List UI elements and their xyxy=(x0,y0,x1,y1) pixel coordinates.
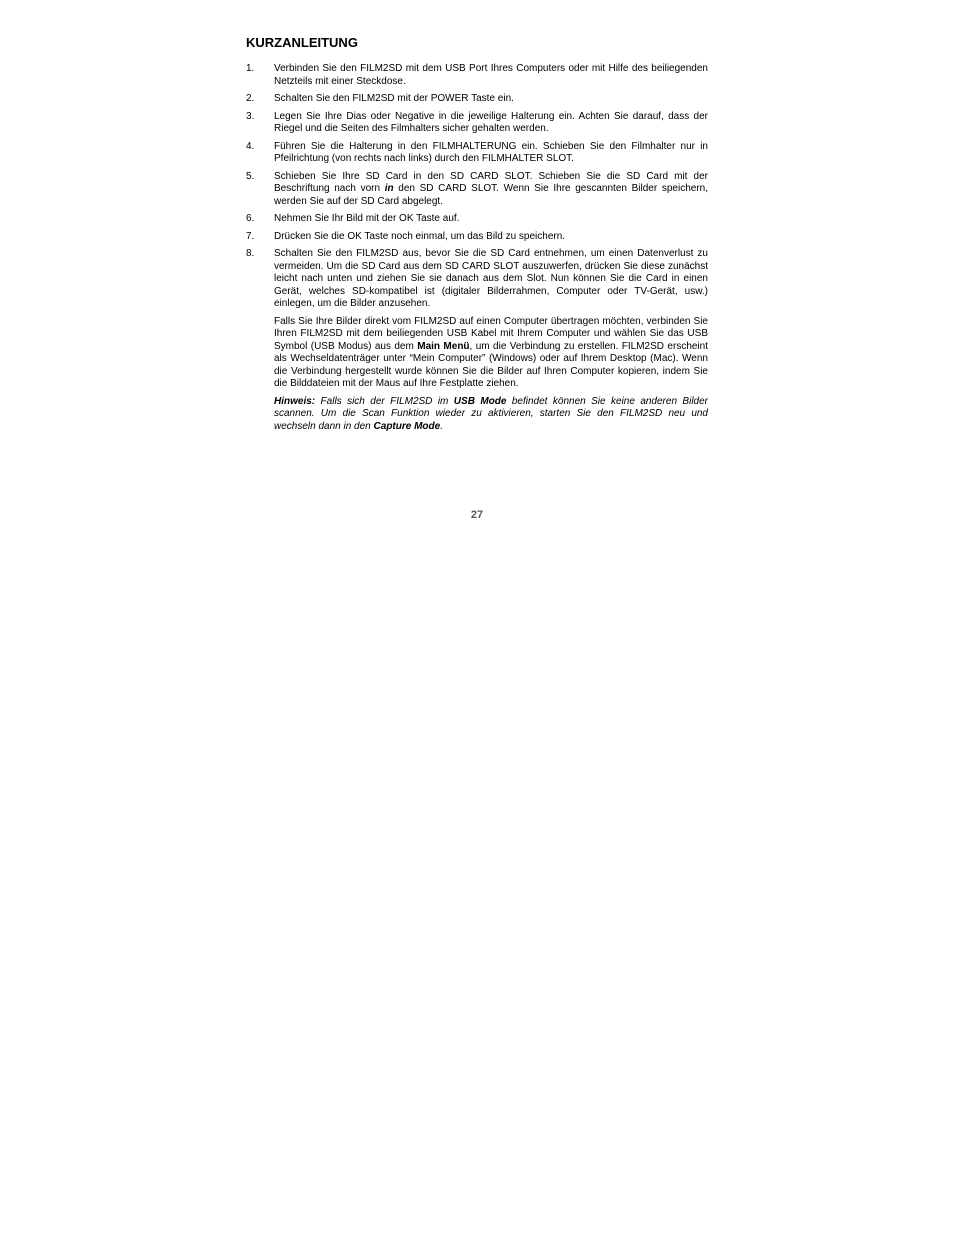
step-number: 6. xyxy=(246,213,255,224)
step-text-segment: Verbinden Sie den FILM2SD mit dem USB Port Ihres Computers oder mit Hilfe des beiliegenden Netzteils mit einer Steckdose. xyxy=(274,63,708,87)
step-number: 4. xyxy=(246,140,255,152)
step-number: 1. xyxy=(246,63,255,74)
step-number: 8. xyxy=(246,248,255,259)
step-text-segment: Schieben Sie Ihre SD Card in den SD CARD SLOT. Schieben Sie die SD Card mit der Beschriftung nach vorn xyxy=(274,170,708,194)
step-item xyxy=(246,248,708,311)
step-item xyxy=(246,63,708,88)
usb-mode-emphasis: USB Mode xyxy=(453,395,507,407)
step-text xyxy=(274,141,708,166)
instruction-list xyxy=(246,63,708,438)
step-text-segment: Drücken Sie die OK Taste noch einmal, um das Bild zu speichern. xyxy=(274,230,566,242)
step-text-segment: Nehmen Sie Ihr Bild mit der OK Taste auf. xyxy=(274,213,460,224)
step-number: 3. xyxy=(246,110,255,122)
step-text xyxy=(274,231,708,244)
step-text xyxy=(274,213,708,226)
step-item xyxy=(246,141,708,166)
step-item xyxy=(246,111,708,136)
note-segment: . xyxy=(440,420,443,432)
step-text xyxy=(274,93,708,106)
step-text-segment: Schalten Sie den FILM2SD mit der POWER Taste ein. xyxy=(274,93,514,104)
note-label: Hinweis: xyxy=(274,395,316,407)
usb-paragraph-segment: , um die Verbindung zu erstellen. FILM2SD erscheint als Wechseldatenträger unter “Mein Computer” (Windows) oder auf Ihrem Desktop (Mac). Wenn die Verbindung hergestellt wurde können Sie die Bilder auf Ihren Computer kopieren, indem Sie die Bilddateien mit der Maus auf Ihre Festplatte ziehen. xyxy=(274,340,708,389)
step-number: 5. xyxy=(246,170,255,182)
step-text xyxy=(274,171,708,209)
note-paragraph xyxy=(274,396,708,434)
step-number: 7. xyxy=(246,230,255,242)
note-segment: Falls sich der FILM2SD im xyxy=(315,395,454,407)
step-item xyxy=(246,231,708,244)
step-text-segment: Schalten Sie den FILM2SD aus, bevor Sie die SD Card entnehmen, um einen Datenverlust zu vermeiden. Um die SD Card aus dem SD CARD SLOT auszuwerfen, drücken Sie diese zunächst leicht nach unten und ziehen Sie sie danach aus dem Slot. Nun können Sie die Card in einen Gerät, welches SD-kompatibel ist (digitaler Bilderrahmen, Computer oder TV-Gerät, usw.) einlegen, um die Bilder anzusehen. xyxy=(274,248,708,309)
usb-paragraph xyxy=(274,316,708,391)
step-text-segment: den SD CARD SLOT. Wenn Sie Ihre gescannten Bilder speichern, werden Sie auf der SD Card abgelegt. xyxy=(274,183,708,207)
capture-mode-emphasis: Capture Mode xyxy=(373,420,441,432)
page-number: 27 xyxy=(470,509,484,521)
step-text xyxy=(274,111,708,136)
step-text-segment: Führen Sie die Halterung in den FILMHALTERUNG ein. Schieben Sie den Filmhalter nur in Pfeilrichtung (von rechts nach links) durch den FILMHALTER SLOT. xyxy=(274,140,708,164)
main-menu-emphasis: Main Menü xyxy=(417,340,470,352)
step-item xyxy=(246,93,708,106)
note-segment: befindet können Sie keine anderen Bilder scannen. Um die Scan Funktion wieder zu aktivieren, starten Sie den FILM2SD neu und wechseln dann in den xyxy=(274,395,708,432)
step-text-segment: Legen Sie Ihre Dias oder Negative in die jeweilige Halterung ein. Achten Sie darauf, dass der Riegel und die Seiten des Filmhalters sicher gehalten werden. xyxy=(274,110,708,134)
step-item xyxy=(246,171,708,209)
usb-paragraph-segment: Falls Sie Ihre Bilder direkt vom FILM2SD auf einen Computer übertragen möchten, verbinden Sie Ihren FILM2SD mit dem beiliegenden USB Kabel mit Ihrem Computer und wählen Sie das USB Symbol (USB Modus) aus dem xyxy=(274,315,708,352)
step-text xyxy=(274,63,708,88)
step-text xyxy=(274,248,708,311)
page-title: KURZANLEITUNG xyxy=(246,35,358,50)
emphasis-in: in xyxy=(384,183,394,194)
step-item xyxy=(246,213,708,226)
step-number: 2. xyxy=(246,93,255,104)
